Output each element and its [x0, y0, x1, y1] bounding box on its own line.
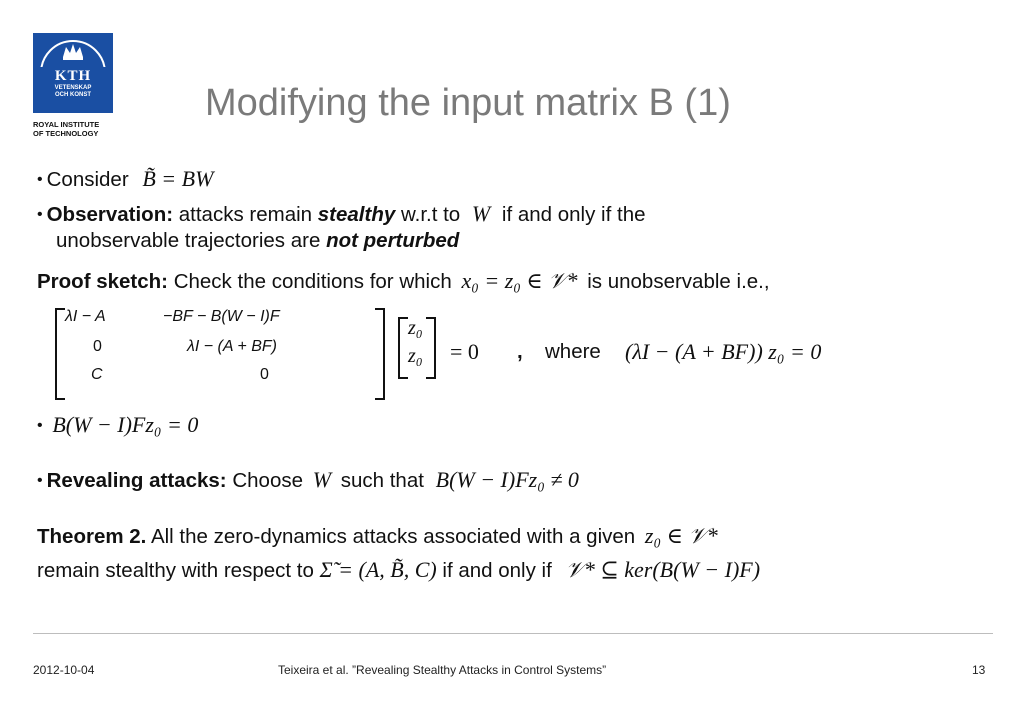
- proof-sketch: [37, 268, 770, 294]
- system-matrix: [55, 308, 385, 400]
- observation-emph-2: not perturbed: [326, 229, 460, 252]
- bullet-observation: [37, 201, 646, 227]
- bullet-icon: •: [37, 206, 43, 223]
- matrix-r1c2: −BF − B(W − I)F: [163, 308, 280, 325]
- bullet-icon: •: [37, 472, 43, 489]
- institution-line-2: OF TECHNOLOGY: [33, 129, 99, 138]
- revealing-label: Revealing attacks:: [46, 469, 227, 492]
- matrix-r1c1: λI − A: [65, 308, 106, 325]
- revealing-w: W: [312, 467, 332, 492]
- where-math: (λI − (A + BF)) z₀ = 0: [625, 339, 822, 364]
- consider-math: B̃ = BW: [142, 166, 214, 191]
- condition-math: B(W − I)Fz₀ = 0: [52, 412, 199, 437]
- matrix-bracket-left: [55, 308, 65, 400]
- bullet-icon: •: [37, 171, 43, 188]
- vector-entry-2: z₀: [408, 345, 423, 367]
- matrix-r2c2: λI − (A + BF): [187, 338, 277, 355]
- institution-line-1: ROYAL INSTITUTE: [33, 120, 100, 129]
- revealing-text-2: such that: [335, 469, 430, 492]
- vector-entry-1: z₀: [408, 317, 423, 339]
- vector-bracket-right: [426, 317, 436, 379]
- theorem-text-2: remain stealthy with respect to: [37, 559, 320, 582]
- logo-sub-2: OCH KONST: [55, 92, 91, 98]
- proof-math: x₀ = z₀ ∈ 𝒱*: [461, 268, 578, 293]
- institution-name: [33, 120, 123, 138]
- theorem-line-1: [37, 523, 718, 549]
- footer-citation: Teixeira et al. ”Revealing Stealthy Attacks in Control Systems”: [278, 663, 607, 677]
- matrix-r3c1: C: [91, 366, 103, 383]
- logo-sub-1: VETENSKAP: [54, 85, 92, 91]
- bullet-consider: [37, 166, 213, 192]
- kth-logo: [33, 33, 113, 113]
- bullet-icon: •: [37, 417, 43, 434]
- matrix-r3c2: 0: [260, 366, 269, 383]
- footer-page-number: 13: [972, 663, 986, 677]
- where-comma: ,: [517, 340, 523, 363]
- theorem-text-3: if and only if: [436, 559, 558, 582]
- revealing-math: B(W − I)Fz₀ ≠ 0: [435, 467, 579, 492]
- revealing-text-1: Choose: [226, 469, 309, 492]
- theorem-math-1: z₀ ∈ 𝒱*: [644, 523, 718, 548]
- consider-label: Consider: [46, 168, 129, 191]
- bullet-revealing: [37, 467, 579, 493]
- slide-title: Modifying the input matrix B (1): [205, 82, 731, 124]
- matrix-equals: = 0: [450, 339, 479, 364]
- logo-subtitle: [33, 85, 113, 99]
- observation-w: W: [471, 201, 491, 226]
- vector-bracket-left: [398, 317, 408, 379]
- theorem-line-2: [37, 557, 760, 583]
- proof-label: Proof sketch:: [37, 270, 168, 293]
- observation-line2-text: unobservable trajectories are: [56, 229, 327, 252]
- observation-text-1: attacks remain: [173, 203, 318, 226]
- matrix-bracket-right: [375, 308, 385, 400]
- theorem-text-1: All the zero-dynamics attacks associated with a given: [146, 525, 641, 548]
- bullet-condition: [37, 412, 198, 438]
- observation-text-3: if and only if the: [496, 203, 646, 226]
- proof-text-1: Check the conditions for which: [168, 270, 458, 293]
- observation-text-2: w.r.t to: [395, 203, 466, 226]
- theorem-label: Theorem 2.: [37, 525, 147, 548]
- crown-icon: [33, 33, 113, 67]
- observation-line-2: [56, 229, 459, 253]
- theorem-math-3: 𝒱* ⊆ ker(B(W − I)F): [565, 557, 761, 582]
- matrix-r2c1: 0: [93, 338, 102, 355]
- state-vector: [398, 317, 436, 379]
- theorem-math-2: Σ̃ = (A, B̃, C): [319, 557, 437, 582]
- observation-label: Observation:: [46, 203, 174, 226]
- footer-divider: [33, 633, 993, 634]
- observation-emph: stealthy: [317, 203, 396, 226]
- footer-date: 2012-10-04: [33, 663, 95, 677]
- proof-text-2: is unobservable i.e.,: [581, 270, 770, 293]
- where-label: where: [545, 340, 601, 363]
- logo-title: KTH: [54, 68, 92, 84]
